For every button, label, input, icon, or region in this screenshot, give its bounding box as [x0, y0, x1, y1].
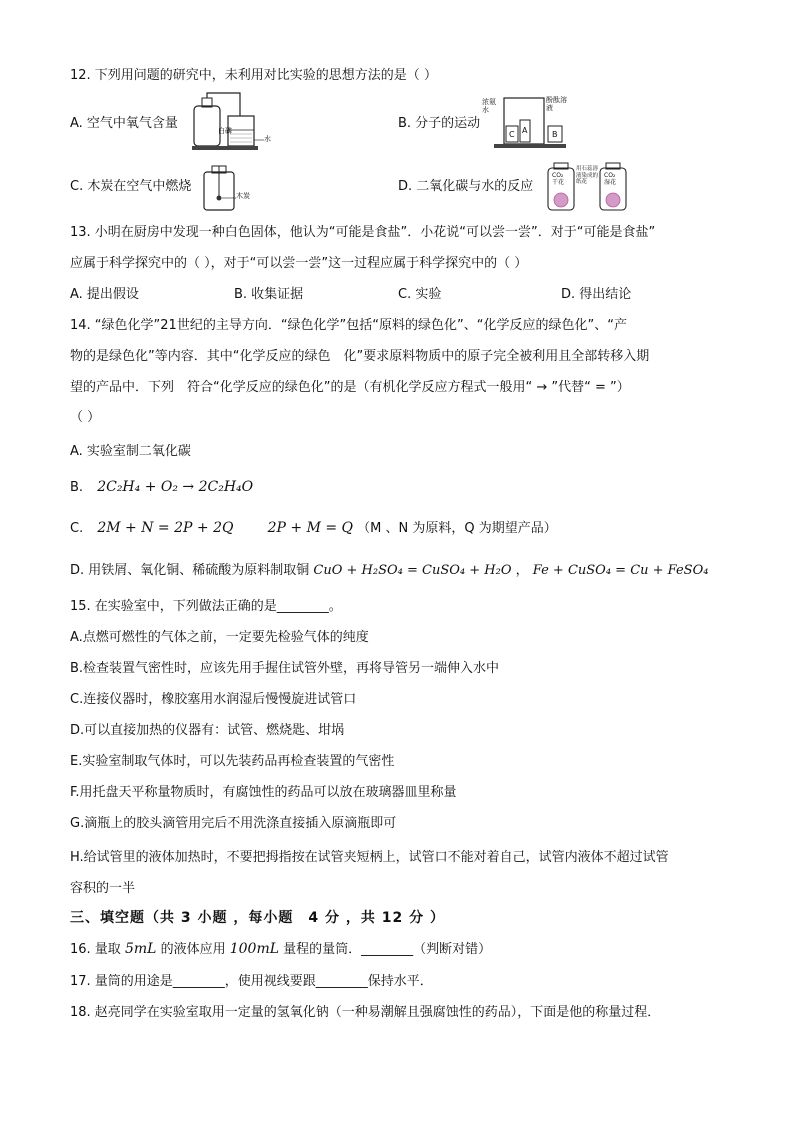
q15-item-e: E.实验室制取气体时，可以先装药品再检查装置的气密性 — [70, 754, 395, 769]
fig-b-left-label: 浓氨水 — [482, 98, 496, 114]
q12-option-b: B. 分子的运动 — [398, 116, 481, 131]
q15-item-a: A.点燃可燃性的气体之前，一定要先检验气体的纯度 — [70, 630, 369, 645]
q12-figure-a — [190, 92, 270, 154]
q16-volume-1: 5mL — [124, 941, 157, 957]
q12-figure-b — [482, 92, 570, 154]
q14-line-1: 14. “绿色化学”21世纪的主导方向．“绿色化学”包括“原料的绿色化”、“化学反应的绿色化”、“产 — [70, 318, 627, 333]
q13-option-b: B. 收集证据 — [234, 287, 304, 302]
fig-b-beaker-b: B — [552, 130, 558, 139]
q14-option-d-equation-1: CuO + H₂SO₄ = CuSO₄ + H₂O — [313, 563, 512, 578]
q14-option-b-label: B. — [70, 480, 84, 495]
section-3-heading: 三、填空题（共 3 小题 ，每小题 4 分 ，共 12 分 ） — [70, 910, 445, 926]
fig-d-mid-label: 用石蕊溶液染成的纸花 — [576, 166, 599, 185]
q15-item-f: F.用托盘天平称量物质时，有腐蚀性的药品可以放在玻璃器皿里称量 — [70, 785, 457, 800]
q14-option-d-equation-2: Fe + CuSO₄ = Cu + FeSO₄ — [532, 563, 709, 578]
fig-b-beaker-a: A — [522, 126, 528, 135]
q16-post: 量程的量筒．________（判断对错） — [283, 942, 492, 957]
q15-item-h-continued: 容积的一半 — [70, 881, 136, 896]
q18: 18. 赵亮同学在实验室取用一定量的氢氧化钠（一种易潮解且强腐蚀性的药品），下面是他的称量过程． — [70, 1005, 661, 1020]
fig-a-water-label: 水 — [264, 135, 271, 143]
q15-item-h: H.给试管里的液体加热时，不要把拇指按在试管夹短柄上，试管口不能对着自己，试管内液体不超过试管 — [70, 850, 669, 865]
fig-a-label: 白磷 — [218, 127, 232, 135]
q12-option-a: A. 空气中氧气含量 — [70, 116, 178, 131]
q15-item-d: D.可以直接加热的仪器有：试管、燃烧匙、坩埚 — [70, 723, 345, 738]
fig-b-right-label: 酚酞溶液 — [546, 96, 567, 112]
fig-d-left-label: CO₂ 干花 — [552, 172, 565, 186]
q15-item-b: B.检查装置气密性时，应该先用手握住试管外壁，再将导管另一端伸入水中 — [70, 661, 500, 676]
q13-option-d: D. 得出结论 — [561, 287, 632, 302]
q14-option-c-equation-2: 2P + M = Q — [267, 520, 354, 536]
q12-option-c: C. 木炭在空气中燃烧 — [70, 179, 192, 194]
q14-option-c-note: （M 、N 为原料，Q 为期望产品） — [357, 521, 557, 536]
q14-option-b-equation: 2C₂H₄ + O₂ → 2C₂H₄O — [97, 479, 254, 495]
fig-c-label: 木炭 — [236, 192, 250, 200]
q14-option-b — [70, 477, 253, 498]
q14-option-a: A. 实验室制二氧化碳 — [70, 444, 191, 459]
q13-option-a: A. 提出假设 — [70, 287, 139, 302]
fig-d-right-label: CO₂ 湿花 — [604, 172, 617, 186]
q15-item-c: C.连接仪器时，橡胶塞用水润湿后慢慢旋进试管口 — [70, 692, 357, 707]
fig-b-beaker-c: C — [509, 130, 515, 139]
q13-option-c: C. 实验 — [398, 287, 442, 302]
q16-mid: 的液体应用 — [160, 942, 226, 957]
q16 — [70, 939, 491, 960]
q14-line-2: 物的是绿色化”等内容．其中“化学反应的绿色 化”要求原料物质中的原子完全被利用且全部转移入期 — [70, 349, 650, 364]
q14-option-c — [70, 518, 557, 539]
q14-option-c-label: C. — [70, 521, 84, 536]
q16-pre: 16. 量取 — [70, 942, 121, 957]
q16-volume-2: 100mL — [229, 941, 280, 957]
q12-figure-c — [200, 162, 260, 212]
q14-option-c-equation-1: 2M + N = 2P + 2Q — [97, 520, 234, 536]
q14-line-3: 望的产品中．下列 符合“化学反应的绿色化”的是（有机化学反应方程式一般用“ → ”代替“ = ”） — [70, 380, 630, 395]
q17: 17. 量筒的用途是________，使用视线要跟________保持水平． — [70, 974, 433, 989]
q15-stem: 15. 在实验室中，下列做法正确的是________。 — [70, 599, 342, 614]
q13-line-1: 13. 小明在厨房中发现一种白色固体，他认为“可能是食盐”．小花说“可以尝一尝”．对于“可能是食盐” — [70, 225, 656, 240]
q14-option-d-label: D. 用铁屑、氧化铜、稀硫酸为原料制取铜 — [70, 563, 310, 578]
q14-option-d-separator: ， — [515, 563, 529, 578]
q14-option-d — [70, 561, 708, 581]
q12-figure-d — [546, 160, 628, 214]
q12-stem: 12. 下列用问题的研究中，未利用对比实验的思想方法的是（ ） — [70, 68, 437, 83]
q13-line-2: 应属于科学探究中的（ ），对于“可以尝一尝”这一过程应属于科学探究中的（ ） — [70, 256, 528, 271]
q15-item-g: G.滴瓶上的胶头滴管用完后不用洗涤直接插入原滴瓶即可 — [70, 816, 397, 831]
q12-option-d: D. 二氧化碳与水的反应 — [398, 179, 534, 194]
q14-line-4: （ ） — [70, 410, 101, 425]
